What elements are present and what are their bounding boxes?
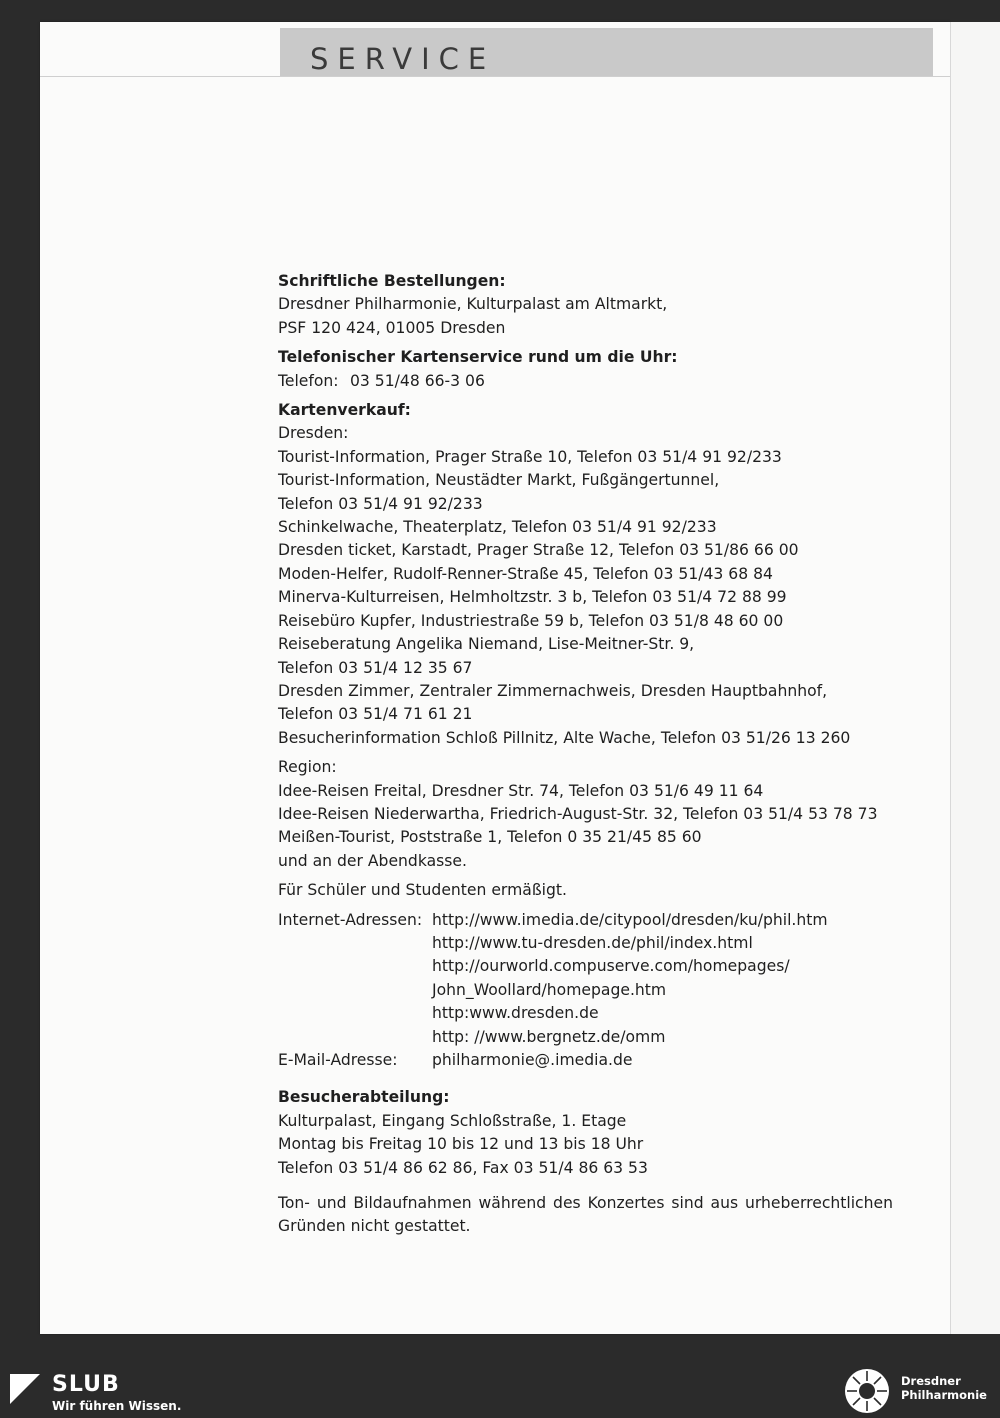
library-name: SLUB [52,1372,120,1397]
sales-point: Tourist-Information, Prager Straße 10, Telefon 03 51/4 91 92/233 [278,447,782,466]
sales-point: Tourist-Information, Neustädter Markt, Fußgängertunnel, [278,471,720,490]
sales-point: Reisebüro Kupfer, Industriestraße 59 b, Telefon 03 51/8 48 60 00 [278,611,784,630]
written-orders-section [278,270,893,340]
phone-service-heading: Telefonischer Kartenservice rund um die Uhr: [278,348,678,367]
written-orders-heading: Schriftliche Bestellungen: [278,272,506,290]
region-sales-point: Idee-Reisen Freital, Dresdner Str. 74, Telefon 03 51/6 49 11 64 [278,781,764,800]
sales-point: Minerva-Kulturreisen, Helmholtzstr. 3 b, Telefon 03 51/4 72 88 99 [278,588,787,607]
internet-link-continued[interactable]: John_Woollard/homepage.htm [432,980,667,999]
footer-bar [0,1364,1000,1418]
sales-point: Telefon 03 51/4 91 92/233 [278,494,483,513]
region-sales-point: und an der Abendkasse. [278,851,467,870]
recording-notice: Ton- und Bildaufnahmen während des Konzertes sind aus urheberrechtlichen Gründen nicht gestattet. [278,1194,893,1236]
ticket-sales-section [278,399,893,750]
phone-number: 03 51/48 66-3 06 [350,371,485,390]
orchestra-name [901,1374,999,1402]
sales-point: Dresden ticket, Karstadt, Prager Straße 12, Telefon 03 51/86 66 00 [278,541,799,560]
written-orders-line: Dresdner Philharmonie, Kulturpalast am Altmarkt, [278,295,668,314]
sales-point: Besucherinformation Schloß Pillnitz, Alte Wache, Telefon 03 51/26 13 260 [278,728,851,747]
city-label: Dresden: [278,424,349,443]
email-row [278,1049,893,1072]
document-page [40,22,950,1334]
phone-service-section [278,346,893,393]
internet-link[interactable]: http://ourworld.compuserve.com/homepages/ [432,957,790,976]
visitor-department-line: Montag bis Freitag 10 bis 12 und 13 bis 18 Uhr [278,1135,644,1154]
internet-label: Internet-Adressen: [278,910,423,929]
sales-point: Schinkelwache, Theaterplatz, Telefon 03 51/4 91 92/233 [278,518,717,537]
discount-note: Für Schüler und Studenten ermäßigt. [278,881,567,900]
written-orders-line: PSF 120 424, 01005 Dresden [278,318,506,337]
region-section [278,756,893,873]
region-label: Region: [278,758,337,777]
visitor-department-line: Telefon 03 51/4 86 62 86, Fax 03 51/4 86 63 53 [278,1158,648,1177]
slub-logo-icon [10,1374,40,1404]
region-sales-point: Meißen-Tourist, Poststraße 1, Telefon 0 35 21/45 85 60 [278,828,702,847]
sales-point: Moden-Helfer, Rudolf-Renner-Straße 45, Telefon 03 51/43 68 84 [278,564,773,583]
visitor-department-heading: Besucherabteilung: [278,1088,450,1107]
visitor-department-line: Kulturpalast, Eingang Schloßstraße, 1. Etage [278,1111,627,1130]
email-label: E-Mail-Adresse: [278,1051,398,1069]
visitor-department-section [278,1086,893,1180]
phone-row [278,370,893,393]
sales-point: Dresden Zimmer, Zentraler Zimmernachweis, Dresden Hauptbahnhof, [278,681,828,700]
header-rule [40,76,950,77]
service-content [278,270,893,1245]
philharmonie-logo-icon [843,1367,891,1415]
facing-page-edge [950,22,1000,1334]
section-title: SERVICE [310,42,496,76]
ticket-sales-heading: Kartenverkauf: [278,401,411,420]
phone-label: Telefon: [278,371,339,390]
sales-point: Telefon 03 51/4 71 61 21 [278,705,473,724]
region-sales-point: Idee-Reisen Niederwartha, Friedrich-August-Str. 32, Telefon 03 51/4 53 78 73 [278,804,878,823]
library-tagline: Wir führen Wissen. [52,1399,182,1413]
email-address[interactable]: philharmonie@.imedia.de [432,1051,633,1069]
orchestra-name-line1: Dresdner [901,1374,961,1388]
internet-link[interactable]: http:www.dresden.de [432,1004,599,1023]
internet-link[interactable]: http://www.tu-dresden.de/phil/index.html [432,933,753,952]
sales-point: Reiseberatung Angelika Niemand, Lise-Meitner-Str. 9, [278,635,695,654]
orchestra-name-line2: Philharmonie [901,1388,987,1402]
sales-point: Telefon 03 51/4 12 35 67 [278,658,473,677]
internet-section [278,909,893,1073]
internet-link[interactable]: http: //www.bergnetz.de/omm [432,1027,666,1046]
internet-link[interactable]: http://www.imedia.de/citypool/dresden/ku/phil.htm [432,910,828,929]
